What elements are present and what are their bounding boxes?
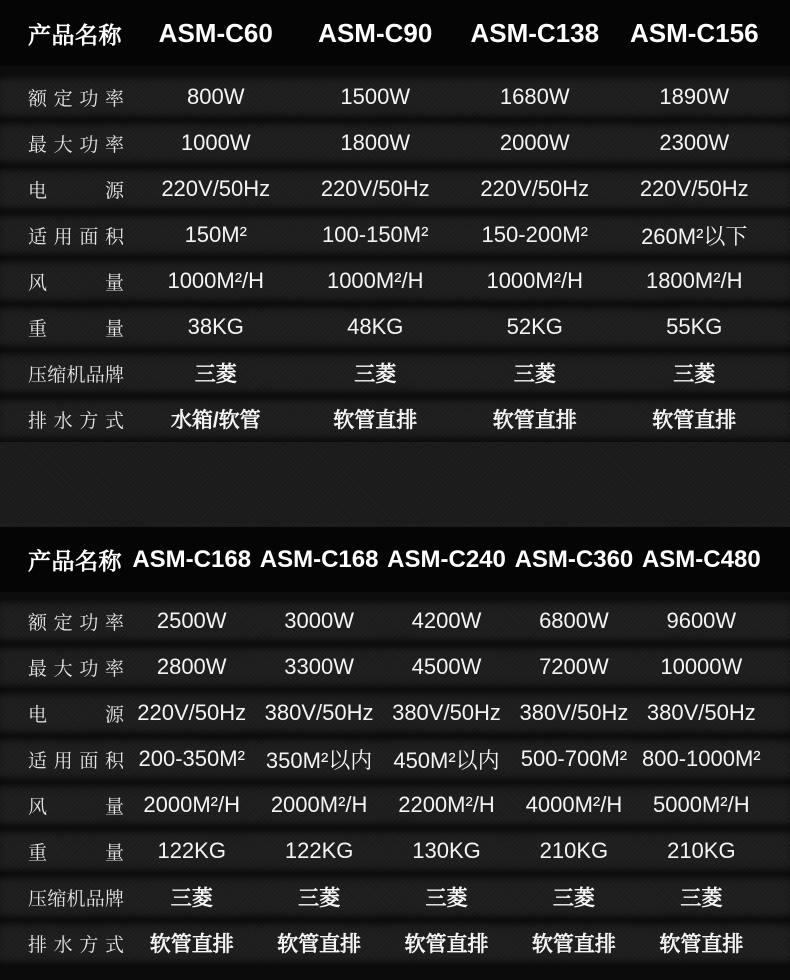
spec-value: 800-1000M²: [642, 746, 761, 771]
spec-row-values: [136, 268, 774, 294]
spec-row-label: 重量: [28, 842, 124, 864]
spec-row-label: 最大功率: [28, 134, 124, 156]
spec-value: 2300W: [659, 130, 730, 155]
spec-row: [0, 212, 790, 258]
spec-value: 450M²以内: [393, 747, 500, 773]
spec-row-values: [136, 314, 774, 340]
spec-row: [0, 690, 790, 736]
model-column-header: ASM-C168: [132, 545, 252, 573]
spec-value: 380V/50Hz: [264, 700, 374, 725]
spec-value: 3300W: [284, 654, 354, 679]
spec-row-values: [136, 358, 774, 388]
model-column-header: ASM-C156: [629, 17, 759, 48]
spec-value: 三菱: [170, 887, 213, 910]
spec-value: 三菱: [680, 887, 723, 910]
spec-row-values: [136, 84, 774, 110]
spec-row-label: 压缩机品牌: [28, 888, 124, 910]
model-column-header: ASM-C60: [158, 17, 273, 48]
spec-value: 软管直排: [531, 933, 616, 956]
spec-row-label: 电源: [28, 704, 124, 726]
spec-value: 220V/50Hz: [480, 176, 590, 201]
spec-table-2: [0, 527, 790, 966]
spec-value: 220V/50Hz: [639, 176, 749, 201]
spec-row-label: 额定功率: [28, 88, 124, 110]
model-column-header: ASM-C240: [387, 545, 506, 573]
spec-value: 10000W: [660, 654, 743, 679]
spec-row: [0, 304, 790, 350]
model-column-header: ASM-C90: [318, 17, 433, 48]
spec-value: 水箱/软管: [170, 409, 261, 432]
spec-value: 1000W: [180, 130, 251, 155]
spec-value: 1000M²/H: [486, 268, 584, 293]
table1-product-name-header: 产品名称: [28, 21, 122, 48]
spec-row: [0, 120, 790, 166]
spec-value: 3000W: [284, 608, 354, 633]
spec-row-label: 压缩机品牌: [28, 364, 124, 386]
spec-row-values: [136, 130, 774, 156]
spec-value: 380V/50Hz: [646, 700, 756, 725]
spec-row: [0, 396, 790, 442]
spec-row: [0, 644, 790, 690]
spec-row-label: 最大功率: [28, 658, 124, 680]
spec-row: [0, 782, 790, 828]
spec-value: 122KG: [284, 838, 354, 863]
spec-value: 三菱: [552, 887, 595, 910]
spec-value: 1680W: [499, 84, 570, 109]
spec-value: 38KG: [187, 314, 244, 339]
spec-value: 100-150M²: [322, 222, 429, 247]
spec-value: 软管直排: [659, 933, 744, 956]
spec-value: 220V/50Hz: [161, 176, 271, 201]
spec-value: 2000M²/H: [143, 792, 240, 817]
spec-value: 三菱: [298, 887, 341, 910]
model-column-header: ASM-C360: [514, 545, 634, 573]
spec-row: [0, 920, 790, 966]
spec-value: 122KG: [157, 838, 226, 863]
table2-model-headers: [128, 546, 765, 574]
spec-row: [0, 166, 790, 212]
table1-header-row: [0, 0, 790, 66]
spec-row-label: 风量: [28, 272, 124, 294]
spec-value: 2000W: [499, 130, 570, 155]
spec-value: 800W: [187, 84, 245, 109]
spec-value: 1000M²/H: [167, 268, 265, 293]
table2-header-row: [0, 527, 790, 592]
spec-value: 7200W: [539, 654, 609, 679]
spec-value: 2200M²/H: [398, 792, 495, 817]
spec-value: 220V/50Hz: [320, 176, 430, 201]
spec-value: 1800W: [340, 130, 411, 155]
table1-body: [0, 74, 790, 442]
table2-product-name-header: 产品名称: [28, 548, 122, 574]
spec-row-values: [128, 882, 765, 912]
spec-value: 软管直排: [149, 933, 234, 956]
spec-row: [0, 350, 790, 396]
spec-row-values: [128, 928, 765, 958]
spec-value: 软管直排: [492, 409, 577, 432]
divider: [0, 66, 790, 74]
spec-row-label: 适用面积: [28, 226, 124, 248]
spec-row: [0, 736, 790, 782]
spec-row-label: 风量: [28, 796, 124, 818]
spec-row: [0, 74, 790, 120]
bottom-margin: [0, 966, 790, 980]
spec-value: 48KG: [347, 314, 404, 339]
spec-value: 200-350M²: [138, 746, 245, 771]
spec-row-values: [128, 654, 765, 680]
spec-value: 4500W: [411, 654, 482, 679]
spec-row-values: [128, 838, 765, 864]
spec-value: 52KG: [506, 314, 563, 339]
spec-value: 9600W: [666, 608, 737, 633]
table1-model-headers: [136, 18, 774, 49]
spec-table-1: [0, 0, 790, 442]
spec-value: 1500W: [340, 84, 411, 109]
spec-row-label: 额定功率: [28, 612, 124, 634]
spec-value: 软管直排: [277, 933, 362, 956]
spec-row: [0, 828, 790, 874]
spec-value: 软管直排: [652, 409, 737, 432]
spec-row-label: 排水方式: [28, 410, 124, 432]
spec-row: [0, 874, 790, 920]
spec-value: 6800W: [539, 608, 609, 633]
spec-value: 1890W: [659, 84, 730, 109]
model-column-header: ASM-C168: [259, 545, 379, 573]
spec-value: 500-700M²: [520, 746, 628, 771]
spec-value: 三菱: [194, 363, 237, 386]
spec-value: 260M²以下: [641, 223, 748, 249]
spec-row-label: 电源: [28, 180, 124, 202]
spec-value: 210KG: [539, 838, 609, 863]
spec-value: 150-200M²: [481, 222, 588, 247]
spec-value: 150M²: [184, 222, 247, 247]
spec-value: 2800W: [156, 654, 227, 679]
table-gap: [0, 442, 790, 527]
spec-value: 1000M²/H: [326, 268, 424, 293]
spec-value: 三菱: [513, 363, 556, 386]
spec-value: 130KG: [412, 838, 481, 863]
spec-value: 55KG: [666, 314, 723, 339]
table2-body: [0, 598, 790, 966]
spec-value: 2000M²/H: [270, 792, 368, 817]
spec-value: 4000M²/H: [525, 792, 623, 817]
spec-row-values: [136, 176, 774, 202]
spec-row: [0, 258, 790, 304]
spec-row-values: [136, 404, 774, 434]
spec-value: 三菱: [425, 887, 468, 910]
spec-value: 软管直排: [333, 409, 418, 432]
spec-value: 210KG: [667, 838, 736, 863]
model-column-header: ASM-C138: [470, 17, 600, 48]
spec-value: 380V/50Hz: [392, 700, 501, 725]
spec-row-values: [128, 608, 765, 634]
spec-value: 1800M²/H: [645, 268, 743, 293]
spec-row-label: 排水方式: [28, 934, 124, 956]
spec-value: 三菱: [673, 363, 716, 386]
spec-row-values: [128, 792, 765, 818]
spec-value: 4200W: [411, 608, 482, 633]
spec-row-values: [136, 220, 774, 251]
spec-value: 5000M²/H: [653, 792, 750, 817]
model-column-header: ASM-C480: [641, 545, 761, 573]
spec-value: 380V/50Hz: [519, 700, 629, 725]
spec-value: 350M²以内: [265, 747, 373, 773]
spec-row-values: [128, 700, 765, 726]
spec-row: [0, 598, 790, 644]
spec-value: 三菱: [354, 363, 397, 386]
spec-row-label: 重量: [28, 318, 124, 340]
spec-value: 220V/50Hz: [137, 700, 247, 725]
spec-value: 软管直排: [404, 933, 489, 956]
spec-row-label: 适用面积: [28, 750, 124, 772]
spec-value: 2500W: [156, 608, 227, 633]
spec-row-values: [128, 744, 765, 775]
